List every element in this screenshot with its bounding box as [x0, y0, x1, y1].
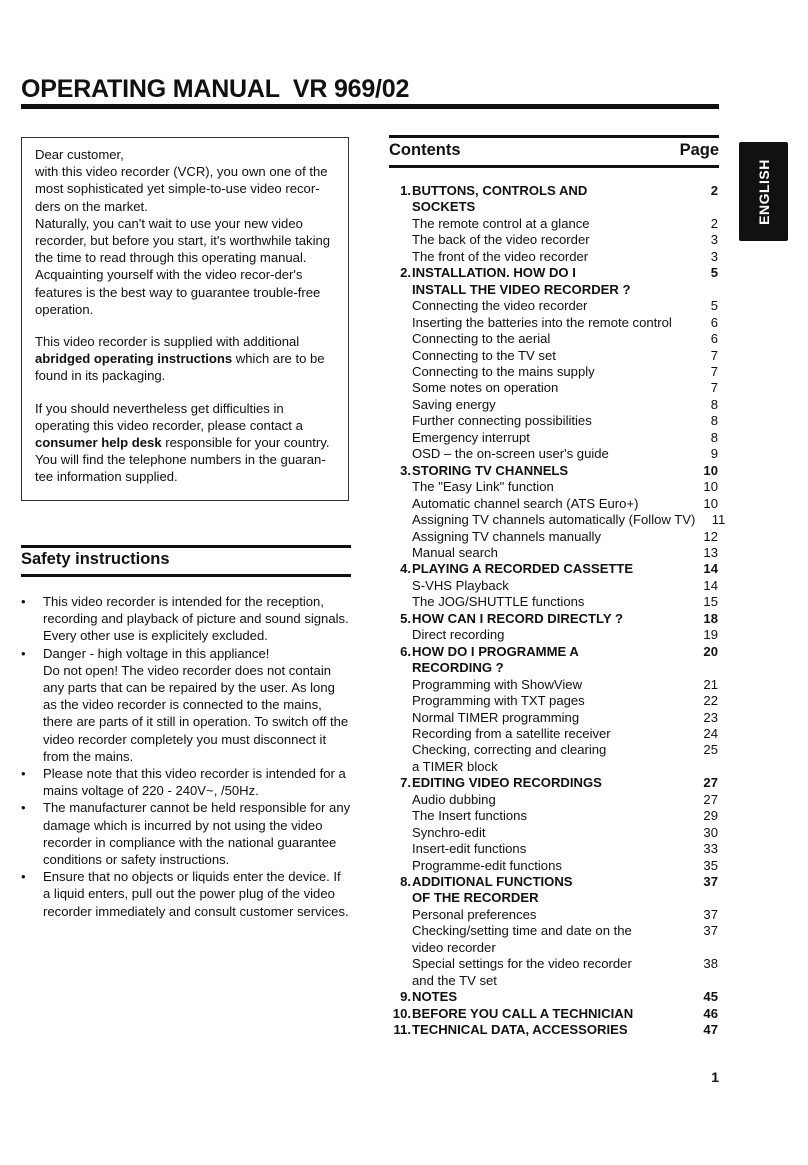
toc-number — [389, 232, 411, 248]
toc-entry-row — [389, 232, 718, 248]
toc-title: SOCKETS — [412, 199, 476, 215]
safety-list — [21, 593, 351, 920]
toc-number — [389, 710, 411, 726]
toc-entry-row — [389, 397, 718, 413]
toc-number — [389, 808, 411, 824]
toc-title: Inserting the batteries into the remote control — [412, 314, 672, 330]
toc-number — [389, 249, 411, 265]
toc-entry-row — [389, 808, 718, 824]
toc-number — [389, 512, 411, 528]
contents-rule-top — [389, 135, 719, 138]
toc-page-number: 24 — [703, 725, 718, 741]
safety-rule-top — [21, 545, 351, 548]
toc-page-number: 3 — [710, 232, 718, 248]
toc-entry-row — [389, 973, 718, 989]
toc-title: Recording from a satellite receiver — [412, 725, 611, 741]
toc-entry-row — [389, 858, 718, 874]
toc-page-number — [688, 759, 718, 775]
toc-chapter-row — [389, 199, 718, 215]
bullet: • — [21, 800, 26, 816]
bullet: • — [21, 766, 26, 782]
toc-number — [389, 693, 411, 709]
toc-page-number: 7 — [710, 363, 718, 379]
toc-chapter-row — [389, 989, 718, 1005]
intro-bold-text: abridged operating instructions — [35, 351, 233, 367]
toc-title: HOW CAN I RECORD DIRECTLY ? — [412, 610, 623, 626]
toc-title: The back of the video recorder — [412, 232, 590, 248]
toc-chapter-row — [389, 611, 718, 627]
toc-number: 3. — [400, 462, 411, 478]
toc-page-number: 7 — [710, 347, 718, 363]
toc-page-number: 5 — [710, 265, 718, 281]
toc-entry-row — [389, 315, 718, 331]
toc-title: Assigning TV channels manually — [412, 528, 601, 544]
toc-title: Connecting the video recorder — [412, 298, 588, 314]
toc-entry-row — [389, 331, 718, 347]
toc-title: Direct recording — [412, 627, 505, 643]
contents-rule-bottom — [389, 165, 719, 168]
toc-number: 1. — [400, 183, 411, 198]
toc-page-number: 37 — [703, 906, 718, 922]
toc-number — [389, 413, 411, 429]
toc-title: NOTES — [412, 989, 458, 1005]
toc-entry-row — [389, 216, 718, 232]
toc-title: EDITING VIDEO RECORDINGS — [412, 775, 602, 791]
toc-page-number — [688, 282, 718, 298]
toc-number — [389, 446, 411, 462]
toc-title: Audio dubbing — [412, 791, 496, 807]
toc-title: Special settings for the video recorder — [412, 956, 632, 972]
toc-number — [389, 907, 411, 923]
toc-entry-row — [389, 907, 718, 923]
toc-page-number: 2 — [710, 215, 718, 231]
toc-title: S-VHS Playback — [412, 577, 509, 593]
toc-number: 11. — [393, 1022, 411, 1038]
toc-title: BEFORE YOU CALL A TECHNICIAN — [412, 1005, 634, 1021]
toc-title: The "Easy Link" function — [412, 479, 554, 495]
toc-entry-row — [389, 742, 718, 758]
toc-page-number — [688, 973, 718, 989]
intro-text: If you should nevertheless get difficulties in operating this video recorder, please contact a — [35, 400, 303, 433]
toc-page-number: 33 — [703, 841, 718, 857]
toc-entry-row — [389, 249, 718, 265]
toc-title: Checking, correcting and clearing — [412, 742, 607, 758]
toc-page-number: 47 — [703, 1022, 718, 1038]
toc-number — [389, 890, 411, 906]
toc-number — [389, 479, 411, 495]
toc-page-number — [688, 890, 718, 906]
toc-page-number: 30 — [703, 824, 718, 840]
toc-page-number: 22 — [703, 693, 718, 709]
toc-title: OF THE RECORDER — [412, 890, 539, 906]
toc-title: Further connecting possibilities — [412, 413, 592, 429]
toc-page-number: 6 — [710, 331, 718, 347]
toc-number — [389, 380, 411, 396]
toc-page-number: 18 — [703, 610, 718, 626]
toc-entry-row — [389, 759, 718, 775]
toc-page-number: 37 — [703, 923, 718, 939]
toc-entry-row — [389, 940, 718, 956]
safety-item — [21, 868, 351, 920]
toc-number: 5. — [400, 610, 411, 626]
toc-entry-row — [389, 578, 718, 594]
toc-number — [389, 923, 411, 939]
toc-page-number: 10 — [703, 495, 718, 511]
toc-page-number: 21 — [703, 676, 718, 692]
toc-number — [389, 364, 411, 380]
safety-item-text: Please note that this video recorder is intended for a mains voltage of 220 - 240V~, /50Hz. — [43, 766, 346, 799]
toc-number — [389, 825, 411, 841]
toc-page-number: 5 — [710, 298, 718, 314]
safety-item — [21, 799, 351, 868]
bullet: • — [21, 594, 26, 609]
toc-number — [389, 496, 411, 512]
toc-entry-row — [389, 825, 718, 841]
toc-entry-row — [389, 430, 718, 446]
page-number: 1 — [711, 1069, 719, 1085]
toc-number — [389, 282, 411, 298]
toc-title: Assigning TV channels automatically (Follow TV) — [412, 512, 696, 528]
toc-number — [389, 578, 411, 594]
toc-title: Automatic channel search (ATS Euro+) — [412, 495, 639, 511]
toc-chapter-row — [389, 1022, 718, 1038]
toc-title: TECHNICAL DATA, ACCESSORIES — [412, 1022, 628, 1038]
toc-title: Connecting to the aerial — [412, 331, 551, 347]
toc-number — [389, 677, 411, 693]
toc-title: Manual search — [412, 544, 498, 560]
toc-page-number: 37 — [703, 874, 718, 890]
toc-entry-row — [389, 380, 718, 396]
intro-bold-text: consumer help desk — [35, 435, 162, 451]
toc-page-number: 11 — [711, 512, 726, 528]
toc-chapter-row — [389, 265, 718, 281]
toc-page-number — [688, 660, 718, 676]
toc-entry-row — [389, 923, 718, 939]
toc-entry-row — [389, 364, 718, 380]
intro-paragraph-2 — [35, 333, 336, 385]
toc-title: Some notes on operation — [412, 380, 559, 396]
safety-item — [21, 593, 351, 645]
toc-number — [389, 331, 411, 347]
toc-entry-row — [389, 677, 718, 693]
toc-page-number: 45 — [703, 989, 718, 1005]
title-rule — [21, 104, 719, 109]
safety-item-text: The manufacturer cannot be held responsible for any damage which is incurred by not using the video recorder in compliance with the national guarantee conditions or safety instructions. — [43, 800, 351, 868]
toc-page-number — [688, 940, 718, 956]
toc-number — [389, 940, 411, 956]
toc-entry-row — [389, 792, 718, 808]
toc-page-number: 23 — [703, 709, 718, 725]
intro-box — [21, 137, 349, 501]
toc-title: a TIMER block — [412, 758, 498, 774]
toc-chapter-row — [389, 282, 718, 298]
safety-heading: Safety instructions — [21, 550, 170, 568]
intro-text: responsible for your country. You will find the telephone numbers in the guaran-tee information supplied. — [35, 435, 330, 485]
toc-page-number: 14 — [703, 577, 718, 593]
safety-item-text: This video recorder is intended for the reception, recording and playback of picture and sound signals. Every other use is explicitely excluded. — [43, 594, 349, 644]
toc-number — [389, 298, 411, 314]
toc-title: Programme-edit functions — [412, 857, 562, 873]
toc-number — [389, 397, 411, 413]
toc-title: The remote control at a glance — [412, 215, 590, 231]
toc-chapter-row — [389, 183, 718, 199]
intro-text: which are to be found in its packaging. — [35, 351, 325, 384]
toc-number — [389, 348, 411, 364]
toc-number: 10. — [392, 1005, 411, 1021]
toc-entry-row — [389, 627, 718, 643]
toc-chapter-row — [389, 775, 718, 791]
toc-title: Checking/setting time and date on the — [412, 923, 632, 939]
toc-number — [389, 956, 411, 972]
toc-number — [389, 973, 411, 989]
toc-page-number: 6 — [710, 314, 718, 330]
toc-page-number: 25 — [703, 742, 718, 758]
toc-number — [389, 792, 411, 808]
toc-number: 6. — [400, 643, 411, 659]
toc-entry-row — [389, 841, 718, 857]
toc-title: HOW DO I PROGRAMME A — [412, 643, 579, 659]
toc-page-number: 46 — [703, 1005, 718, 1021]
toc-title: The Insert functions — [412, 808, 527, 824]
toc-entry-row — [389, 956, 718, 972]
toc-entry-row — [389, 446, 718, 462]
toc-title: PLAYING A RECORDED CASSETTE — [412, 561, 634, 577]
toc-entry-row — [389, 413, 718, 429]
toc-page-number: 2 — [710, 183, 718, 198]
toc-entry-row — [389, 496, 718, 512]
toc-page-number: 38 — [703, 956, 718, 972]
table-of-contents — [389, 183, 726, 1039]
safety-item — [21, 765, 351, 799]
toc-title: The JOG/SHUTTLE functions — [412, 594, 585, 610]
toc-entry-row — [389, 545, 718, 561]
toc-number — [389, 430, 411, 446]
toc-page-number: 8 — [710, 429, 718, 445]
toc-page-number: 10 — [703, 479, 718, 495]
toc-title: Connecting to the mains supply — [412, 363, 595, 379]
page-title: OPERATING MANUAL VR 969/02 — [21, 75, 410, 103]
toc-title: OSD – the on-screen user's guide — [412, 446, 609, 462]
toc-number: 4. — [400, 561, 411, 577]
toc-number — [389, 545, 411, 561]
contents-page-title: Page — [679, 141, 719, 159]
toc-title: Programming with ShowView — [412, 676, 583, 692]
contents-heading — [389, 141, 719, 160]
intro-text: This video recorder is supplied with additional — [35, 334, 300, 350]
toc-number: 8. — [400, 874, 411, 890]
intro-paragraph-1: Dear customer, with this video recorder (VCR), you own one of the most sophisticated yet simple-to-use video recor-ders on the market. Naturally, you can't wait to use your new video recorder, but before you start, it's worthwhile taking the time to read through this operating manual. Acquainting yourself with the video recor-der's features is the best way to guarantee trouble-free operation. — [35, 147, 331, 317]
toc-title: The front of the video recorder — [412, 248, 589, 264]
toc-entry-row — [389, 710, 718, 726]
toc-page-number: 15 — [703, 594, 718, 610]
toc-page-number: 27 — [703, 775, 718, 791]
toc-chapter-row — [389, 644, 718, 660]
toc-chapter-row — [389, 1006, 718, 1022]
toc-number — [389, 199, 411, 215]
toc-page-number: 35 — [703, 857, 718, 873]
toc-page-number: 14 — [703, 561, 718, 577]
toc-title: and the TV set — [412, 972, 497, 988]
toc-chapter-row — [389, 890, 718, 906]
toc-page-number: 29 — [703, 808, 718, 824]
toc-title: Insert-edit functions — [412, 841, 527, 857]
toc-entry-row — [389, 594, 718, 610]
toc-page-number: 3 — [710, 248, 718, 264]
toc-title: Emergency interrupt — [412, 429, 530, 445]
toc-page-number — [688, 199, 718, 215]
toc-number — [389, 315, 411, 331]
toc-title: Normal TIMER programming — [412, 709, 580, 725]
toc-title: STORING TV CHANNELS — [412, 462, 569, 478]
toc-title: INSTALL THE VIDEO RECORDER ? — [412, 281, 631, 297]
toc-page-number: 20 — [703, 643, 718, 659]
toc-page-number: 8 — [710, 396, 718, 412]
toc-entry-row — [389, 693, 718, 709]
safety-item-text: Danger - high voltage in this appliance! Do not open! The video recorder does not contain any parts that can be repaired by the user. As long as the video recorder is connected to the mains, there are parts of it still in operation. To switch off the video recorder completely you must disconnect it from the mains. — [43, 645, 349, 764]
toc-chapter-row — [389, 660, 718, 676]
toc-entry-row — [389, 726, 718, 742]
intro-paragraph-3 — [35, 400, 336, 486]
toc-title: Connecting to the TV set — [412, 347, 556, 363]
toc-page-number: 19 — [703, 627, 718, 643]
toc-number — [389, 660, 411, 676]
toc-number — [389, 529, 411, 545]
toc-number — [389, 594, 411, 610]
toc-entry-row — [389, 512, 726, 528]
toc-chapter-row — [389, 874, 718, 890]
toc-page-number: 13 — [703, 544, 718, 560]
safety-item-text: Ensure that no objects or liquids enter the device. If a liquid enters, pull out the power plug of the video recorder immediately and consult customer services. — [43, 869, 349, 919]
toc-page-number: 10 — [703, 462, 718, 478]
language-tab-label: ENGLISH — [755, 158, 772, 225]
toc-number: 2. — [400, 265, 411, 281]
toc-page-number: 8 — [710, 413, 718, 429]
toc-title: video recorder — [412, 939, 496, 955]
toc-title: BUTTONS, CONTROLS AND — [412, 183, 588, 198]
toc-chapter-row — [389, 561, 718, 577]
contents-title: Contents — [389, 141, 461, 159]
toc-title: Synchro-edit — [412, 824, 486, 840]
language-tab — [739, 142, 788, 241]
toc-title: RECORDING ? — [412, 660, 504, 676]
toc-number — [389, 841, 411, 857]
safety-item — [21, 645, 351, 765]
toc-entry-row — [389, 529, 718, 545]
toc-number — [389, 858, 411, 874]
toc-number: 7. — [400, 775, 411, 791]
bullet: • — [21, 645, 26, 661]
toc-title: Personal preferences — [412, 906, 537, 922]
toc-title: ADDITIONAL FUNCTIONS — [412, 874, 573, 890]
toc-entry-row — [389, 298, 718, 314]
toc-title: Saving energy — [412, 396, 496, 412]
toc-number — [389, 627, 411, 643]
toc-page-number: 9 — [710, 446, 718, 462]
toc-title: Programming with TXT pages — [412, 693, 585, 709]
toc-number — [389, 759, 411, 775]
bullet: • — [21, 869, 26, 885]
toc-page-number: 7 — [710, 380, 718, 396]
toc-chapter-row — [389, 463, 718, 479]
toc-number — [389, 742, 411, 758]
toc-number — [389, 216, 411, 232]
toc-number — [389, 726, 411, 742]
toc-title: INSTALLATION. HOW DO I — [412, 265, 576, 281]
toc-page-number: 27 — [703, 791, 718, 807]
toc-entry-row — [389, 348, 718, 364]
toc-entry-row — [389, 479, 718, 495]
toc-number: 9. — [400, 989, 411, 1005]
safety-rule-bottom — [21, 574, 351, 577]
toc-page-number: 12 — [703, 528, 718, 544]
